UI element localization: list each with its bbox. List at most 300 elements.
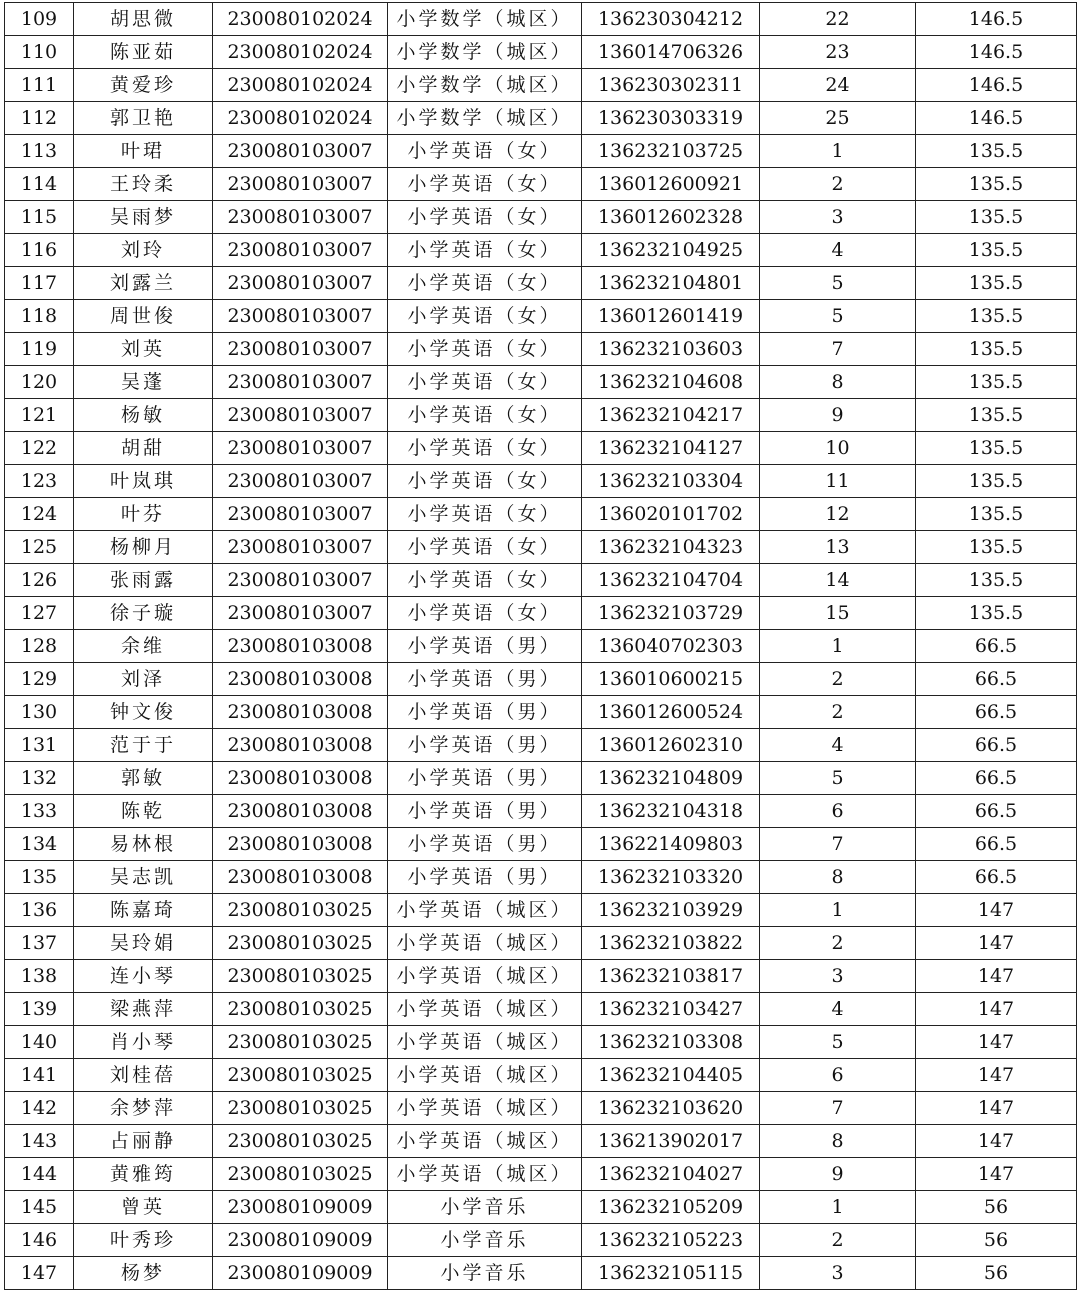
table-row [5,234,1077,267]
cell-exam-id: 136232103729 [582,597,760,630]
table-row [5,1059,1077,1092]
cell-name: 杨梦 [74,1257,213,1290]
cell-score: 56 [916,1257,1077,1290]
cell-no: 147 [5,1257,74,1290]
cell-no: 111 [5,69,74,102]
cell-position-code: 230080103007 [213,597,388,630]
cell-name: 黄爱珍 [74,69,213,102]
cell-rank: 15 [760,597,916,630]
cell-position-code: 230080103008 [213,762,388,795]
cell-name: 余梦萍 [74,1092,213,1125]
cell-exam-id: 136221409803 [582,828,760,861]
cell-no: 141 [5,1059,74,1092]
cell-score: 66.5 [916,861,1077,894]
cell-score: 147 [916,1059,1077,1092]
cell-subject: 小学英语（女） [388,135,582,168]
cell-subject: 小学英语（城区） [388,1026,582,1059]
cell-subject: 小学英语（男） [388,630,582,663]
cell-no: 140 [5,1026,74,1059]
cell-subject: 小学英语（女） [388,267,582,300]
table-row [5,531,1077,564]
cell-subject: 小学英语（男） [388,729,582,762]
cell-subject: 小学英语（男） [388,828,582,861]
cell-exam-id: 136232104608 [582,366,760,399]
cell-rank: 5 [760,300,916,333]
cell-name: 叶芬 [74,498,213,531]
cell-no: 122 [5,432,74,465]
cell-score: 135.5 [916,597,1077,630]
cell-score: 146.5 [916,3,1077,36]
cell-name: 连小琴 [74,960,213,993]
cell-no: 114 [5,168,74,201]
cell-score: 135.5 [916,201,1077,234]
cell-score: 135.5 [916,531,1077,564]
table-row [5,663,1077,696]
table-row [5,333,1077,366]
cell-name: 钟文俊 [74,696,213,729]
cell-exam-id: 136012600524 [582,696,760,729]
cell-no: 110 [5,36,74,69]
cell-rank: 12 [760,498,916,531]
cell-no: 139 [5,993,74,1026]
cell-name: 杨柳月 [74,531,213,564]
cell-position-code: 230080103007 [213,135,388,168]
table-row [5,69,1077,102]
cell-no: 136 [5,894,74,927]
cell-subject: 小学英语（城区） [388,1092,582,1125]
cell-position-code: 230080103025 [213,1158,388,1191]
cell-name: 范于于 [74,729,213,762]
cell-rank: 7 [760,333,916,366]
cell-no: 118 [5,300,74,333]
cell-position-code: 230080103025 [213,1026,388,1059]
table-row [5,465,1077,498]
cell-rank: 2 [760,927,916,960]
cell-name: 陈乾 [74,795,213,828]
cell-score: 147 [916,960,1077,993]
cell-no: 113 [5,135,74,168]
cell-rank: 2 [760,696,916,729]
cell-exam-id: 136012601419 [582,300,760,333]
cell-name: 张雨露 [74,564,213,597]
cell-no: 117 [5,267,74,300]
cell-no: 145 [5,1191,74,1224]
cell-score: 147 [916,1026,1077,1059]
cell-rank: 8 [760,861,916,894]
cell-rank: 1 [760,135,916,168]
cell-no: 134 [5,828,74,861]
cell-position-code: 230080103008 [213,630,388,663]
cell-rank: 11 [760,465,916,498]
cell-rank: 4 [760,993,916,1026]
table-row [5,1224,1077,1257]
cell-subject: 小学英语（女） [388,531,582,564]
cell-subject: 小学英语（男） [388,795,582,828]
cell-score: 66.5 [916,696,1077,729]
results-table [4,2,1077,1290]
cell-name: 吴蓬 [74,366,213,399]
cell-name: 曾英 [74,1191,213,1224]
cell-rank: 7 [760,1092,916,1125]
cell-exam-id: 136040702303 [582,630,760,663]
cell-subject: 小学英语（女） [388,498,582,531]
table-row [5,795,1077,828]
cell-subject: 小学英语（男） [388,696,582,729]
table-row [5,201,1077,234]
cell-no: 125 [5,531,74,564]
cell-rank: 7 [760,828,916,861]
cell-rank: 3 [760,201,916,234]
cell-exam-id: 136232103320 [582,861,760,894]
cell-name: 郭敏 [74,762,213,795]
cell-name: 徐子璇 [74,597,213,630]
cell-rank: 6 [760,795,916,828]
table-row [5,597,1077,630]
cell-exam-id: 136232104704 [582,564,760,597]
cell-name: 叶秀珍 [74,1224,213,1257]
cell-subject: 小学数学（城区） [388,36,582,69]
cell-score: 135.5 [916,498,1077,531]
cell-exam-id: 136232103304 [582,465,760,498]
cell-score: 146.5 [916,36,1077,69]
cell-subject: 小学英语（男） [388,762,582,795]
cell-position-code: 230080103025 [213,894,388,927]
cell-no: 146 [5,1224,74,1257]
cell-score: 56 [916,1224,1077,1257]
cell-position-code: 230080103008 [213,696,388,729]
cell-name: 刘露兰 [74,267,213,300]
table-row [5,399,1077,432]
table-row [5,696,1077,729]
cell-subject: 小学英语（男） [388,663,582,696]
cell-score: 147 [916,1092,1077,1125]
table-row [5,135,1077,168]
cell-exam-id: 136232104925 [582,234,760,267]
cell-no: 123 [5,465,74,498]
cell-rank: 1 [760,630,916,663]
table-row [5,168,1077,201]
cell-score: 146.5 [916,69,1077,102]
cell-position-code: 230080109009 [213,1191,388,1224]
cell-position-code: 230080103007 [213,300,388,333]
cell-exam-id: 136232103929 [582,894,760,927]
cell-exam-id: 136012602328 [582,201,760,234]
cell-position-code: 230080102024 [213,102,388,135]
cell-no: 144 [5,1158,74,1191]
cell-position-code: 230080102024 [213,3,388,36]
cell-subject: 小学英语（城区） [388,993,582,1026]
cell-subject: 小学英语（女） [388,366,582,399]
cell-position-code: 230080103025 [213,1125,388,1158]
cell-position-code: 230080103007 [213,234,388,267]
cell-no: 132 [5,762,74,795]
cell-score: 66.5 [916,828,1077,861]
cell-no: 128 [5,630,74,663]
cell-position-code: 230080103025 [213,1092,388,1125]
cell-position-code: 230080103007 [213,465,388,498]
cell-position-code: 230080103025 [213,1059,388,1092]
cell-rank: 9 [760,1158,916,1191]
cell-score: 135.5 [916,267,1077,300]
cell-subject: 小学英语（城区） [388,894,582,927]
cell-no: 133 [5,795,74,828]
cell-subject: 小学英语（城区） [388,960,582,993]
cell-exam-id: 136232103427 [582,993,760,1026]
cell-exam-id: 136014706326 [582,36,760,69]
cell-name: 余维 [74,630,213,663]
cell-rank: 3 [760,1257,916,1290]
cell-score: 56 [916,1191,1077,1224]
table-row [5,300,1077,333]
cell-no: 127 [5,597,74,630]
cell-exam-id: 136010600215 [582,663,760,696]
cell-position-code: 230080103025 [213,927,388,960]
cell-position-code: 230080103007 [213,333,388,366]
cell-no: 124 [5,498,74,531]
cell-name: 刘泽 [74,663,213,696]
cell-position-code: 230080103007 [213,531,388,564]
cell-subject: 小学英语（男） [388,861,582,894]
cell-exam-id: 136232105223 [582,1224,760,1257]
cell-position-code: 230080102024 [213,36,388,69]
cell-position-code: 230080103007 [213,498,388,531]
cell-exam-id: 136232104027 [582,1158,760,1191]
cell-rank: 13 [760,531,916,564]
cell-name: 胡思微 [74,3,213,36]
cell-subject: 小学数学（城区） [388,3,582,36]
cell-name: 占丽静 [74,1125,213,1158]
cell-no: 109 [5,3,74,36]
cell-position-code: 230080103007 [213,201,388,234]
cell-exam-id: 136232105209 [582,1191,760,1224]
cell-rank: 8 [760,366,916,399]
cell-score: 135.5 [916,366,1077,399]
cell-name: 刘桂蓓 [74,1059,213,1092]
cell-score: 135.5 [916,465,1077,498]
cell-no: 112 [5,102,74,135]
cell-subject: 小学英语（女） [388,564,582,597]
cell-no: 135 [5,861,74,894]
table-row [5,36,1077,69]
cell-name: 陈嘉琦 [74,894,213,927]
cell-exam-id: 136232103822 [582,927,760,960]
table-row [5,1257,1077,1290]
cell-score: 135.5 [916,234,1077,267]
cell-rank: 1 [760,1191,916,1224]
table-row [5,927,1077,960]
cell-no: 142 [5,1092,74,1125]
cell-position-code: 230080103025 [213,960,388,993]
cell-subject: 小学英语（女） [388,465,582,498]
table-row [5,1092,1077,1125]
results-sheet [4,2,1076,1290]
cell-exam-id: 136232104801 [582,267,760,300]
table-row [5,102,1077,135]
cell-subject: 小学英语（城区） [388,1158,582,1191]
table-row [5,993,1077,1026]
cell-name: 陈亚茹 [74,36,213,69]
cell-rank: 2 [760,663,916,696]
cell-exam-id: 136232103308 [582,1026,760,1059]
cell-rank: 4 [760,729,916,762]
cell-exam-id: 136232104318 [582,795,760,828]
cell-exam-id: 136232104405 [582,1059,760,1092]
cell-exam-id: 136213902017 [582,1125,760,1158]
cell-position-code: 230080103007 [213,267,388,300]
cell-name: 肖小琴 [74,1026,213,1059]
cell-subject: 小学数学（城区） [388,69,582,102]
cell-score: 135.5 [916,135,1077,168]
cell-no: 121 [5,399,74,432]
cell-rank: 5 [760,762,916,795]
cell-subject: 小学音乐 [388,1257,582,1290]
cell-subject: 小学英语（女） [388,432,582,465]
cell-rank: 22 [760,3,916,36]
cell-score: 66.5 [916,729,1077,762]
table-row [5,762,1077,795]
cell-no: 115 [5,201,74,234]
cell-no: 143 [5,1125,74,1158]
cell-subject: 小学英语（女） [388,168,582,201]
cell-score: 147 [916,894,1077,927]
cell-name: 杨敏 [74,399,213,432]
cell-score: 147 [916,1158,1077,1191]
cell-exam-id: 136232105115 [582,1257,760,1290]
cell-rank: 5 [760,1026,916,1059]
cell-rank: 2 [760,1224,916,1257]
cell-rank: 4 [760,234,916,267]
cell-name: 刘玲 [74,234,213,267]
table-row [5,1026,1077,1059]
cell-rank: 23 [760,36,916,69]
cell-score: 146.5 [916,102,1077,135]
cell-subject: 小学英语（城区） [388,1059,582,1092]
cell-name: 刘英 [74,333,213,366]
cell-no: 129 [5,663,74,696]
cell-score: 135.5 [916,432,1077,465]
table-row [5,267,1077,300]
cell-name: 黄雅筠 [74,1158,213,1191]
cell-position-code: 230080103007 [213,399,388,432]
cell-position-code: 230080109009 [213,1257,388,1290]
cell-subject: 小学数学（城区） [388,102,582,135]
cell-no: 137 [5,927,74,960]
cell-exam-id: 136232103620 [582,1092,760,1125]
table-row [5,498,1077,531]
cell-score: 66.5 [916,795,1077,828]
cell-exam-id: 136230304212 [582,3,760,36]
cell-rank: 25 [760,102,916,135]
cell-rank: 5 [760,267,916,300]
table-row [5,729,1077,762]
cell-rank: 9 [760,399,916,432]
cell-score: 135.5 [916,168,1077,201]
cell-position-code: 230080103025 [213,993,388,1026]
cell-exam-id: 136232103725 [582,135,760,168]
cell-subject: 小学英语（女） [388,234,582,267]
cell-name: 叶珺 [74,135,213,168]
cell-position-code: 230080103008 [213,861,388,894]
cell-rank: 1 [760,894,916,927]
cell-score: 66.5 [916,762,1077,795]
cell-score: 147 [916,1125,1077,1158]
table-row [5,1125,1077,1158]
table-row [5,960,1077,993]
cell-subject: 小学英语（女） [388,597,582,630]
cell-exam-id: 136232104809 [582,762,760,795]
cell-rank: 14 [760,564,916,597]
cell-score: 147 [916,993,1077,1026]
cell-position-code: 230080102024 [213,69,388,102]
cell-subject: 小学英语（城区） [388,927,582,960]
cell-no: 130 [5,696,74,729]
cell-exam-id: 136232104323 [582,531,760,564]
cell-no: 131 [5,729,74,762]
cell-subject: 小学英语（女） [388,300,582,333]
cell-exam-id: 136230302311 [582,69,760,102]
cell-position-code: 230080109009 [213,1224,388,1257]
table-row [5,3,1077,36]
cell-name: 王玲柔 [74,168,213,201]
table-row [5,1158,1077,1191]
cell-name: 胡甜 [74,432,213,465]
cell-name: 梁燕萍 [74,993,213,1026]
cell-position-code: 230080103008 [213,828,388,861]
cell-name: 吴雨梦 [74,201,213,234]
cell-score: 135.5 [916,300,1077,333]
cell-position-code: 230080103007 [213,564,388,597]
cell-subject: 小学英语（女） [388,333,582,366]
cell-position-code: 230080103008 [213,795,388,828]
cell-subject: 小学音乐 [388,1224,582,1257]
cell-rank: 2 [760,168,916,201]
cell-rank: 6 [760,1059,916,1092]
cell-no: 138 [5,960,74,993]
table-row [5,366,1077,399]
cell-subject: 小学英语（女） [388,399,582,432]
table-row [5,630,1077,663]
cell-rank: 3 [760,960,916,993]
cell-score: 135.5 [916,564,1077,597]
cell-position-code: 230080103008 [213,663,388,696]
cell-position-code: 230080103007 [213,432,388,465]
cell-rank: 24 [760,69,916,102]
cell-name: 吴玲娟 [74,927,213,960]
cell-no: 119 [5,333,74,366]
cell-score: 135.5 [916,399,1077,432]
table-row [5,432,1077,465]
cell-position-code: 230080103007 [213,168,388,201]
cell-score: 66.5 [916,663,1077,696]
cell-no: 126 [5,564,74,597]
cell-exam-id: 136230303319 [582,102,760,135]
table-row [5,564,1077,597]
cell-exam-id: 136232104127 [582,432,760,465]
table-row [5,828,1077,861]
cell-position-code: 230080103007 [213,366,388,399]
cell-score: 147 [916,927,1077,960]
cell-name: 易林根 [74,828,213,861]
cell-subject: 小学英语（城区） [388,1125,582,1158]
table-row [5,894,1077,927]
cell-rank: 8 [760,1125,916,1158]
cell-subject: 小学英语（女） [388,201,582,234]
cell-exam-id: 136012600921 [582,168,760,201]
cell-exam-id: 136232104217 [582,399,760,432]
cell-exam-id: 136232103603 [582,333,760,366]
cell-name: 周世俊 [74,300,213,333]
cell-exam-id: 136232103817 [582,960,760,993]
